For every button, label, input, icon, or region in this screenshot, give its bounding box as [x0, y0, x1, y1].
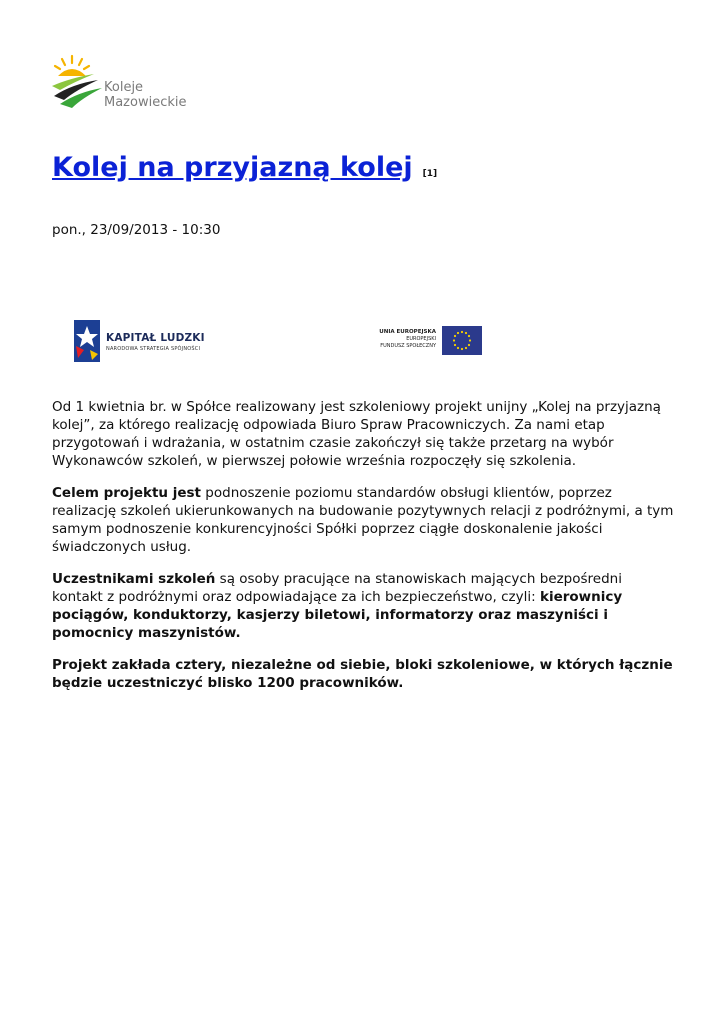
logo-line2: Mazowieckie — [104, 95, 187, 110]
eu-flag-icon — [442, 326, 482, 355]
logo-line1: Koleje — [104, 80, 144, 95]
paragraph-4 — [52, 656, 677, 692]
p4-bold: Projekt zakłada cztery, niezależne od siebie, bloki szkoleniowe, w których łącznie będzie uczestniczyć blisko 1200 pracowników. — [52, 657, 673, 691]
page-title-link[interactable]: Kolej na przyjazną kolej — [52, 152, 413, 183]
eu-line2: EUROPEJSKI — [406, 336, 436, 342]
eu-logo — [374, 326, 484, 356]
article-body — [52, 398, 677, 706]
title-reference: [1] — [422, 169, 438, 179]
koleje-mazowieckie-logo — [50, 52, 200, 112]
p3-mid: są osoby pracujące na stanowiskach mających bezpośredni kontakt z podróżnymi oraz odpowiadające za ich bezpieczeństwo, czyli: — [52, 571, 622, 605]
p3-bold2: kierownicy pociągów, konduktorzy, kasjerzy biletowi, informatorzy oraz maszyniści i pomocnicy maszynistów. — [52, 589, 623, 641]
paragraph-1: Od 1 kwietnia br. w Spółce realizowany jest szkoleniowy projekt unijny „Kolej na przyjazną kolej”, za którego realizację odpowiada Biuro Spraw Pracowniczych. Za nami etap przygotowań i wdrażania, w ostatnim czasie zakończył się także przetarg na wybór Wykonawców szkoleń, w pierwszej połowie września rozpoczęły się szkolenia. — [52, 399, 661, 469]
kapital-ludzki-subtitle: NARODOWA STRATEGIA SPÓJNOŚCI — [106, 346, 201, 352]
kapital-ludzki-logo — [72, 320, 212, 364]
eu-line3: FUNDUSZ SPOŁECZNY — [380, 343, 436, 349]
p2-bold: Celem projektu jest — [52, 485, 202, 501]
paragraph-2 — [52, 484, 677, 556]
kapital-ludzki-title: KAPITAŁ LUDZKI — [106, 332, 205, 344]
eu-text — [379, 329, 436, 350]
title-row — [52, 152, 437, 183]
p3-bold: Uczestnikami szkoleń — [52, 571, 216, 587]
eu-line1: UNIA EUROPEJSKA — [379, 329, 436, 335]
sun-rails-icon — [50, 52, 104, 112]
kapital-ludzki-star-icon — [72, 320, 102, 364]
p2-rest: podnoszenie poziomu standardów obsługi klientów, poprzez realizację szkoleń ukierunkowanych na budowanie pozytywnych relacji z podróżnymi, a tym samym podnoszenie konkurencyjności Spółki poprzez ciągłe doskonalenie jakości świadczonych usług. — [52, 485, 674, 555]
publish-date: pon., 23/09/2013 - 10:30 — [52, 222, 221, 238]
paragraph-3 — [52, 570, 677, 642]
